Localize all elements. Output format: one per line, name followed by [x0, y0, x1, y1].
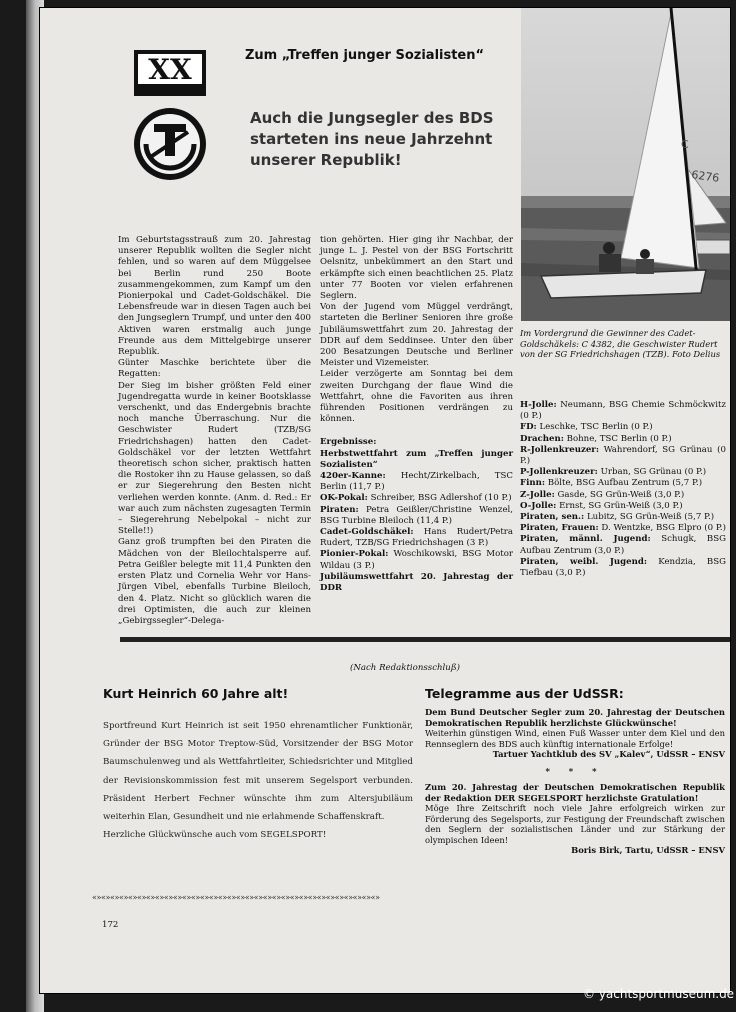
result-entry [520, 490, 726, 501]
result-text: Lubitz, SG Grün-Weiß (5,7 P.) [586, 512, 715, 523]
late-news-note: (Nach Redaktionsschluß) [350, 663, 460, 673]
kurt-body: Sportfreund Kurt Heinrich ist seit 1950 ehrenamtlicher Funktionär, Gründer der BSG Motor Treptow-Süd, Vorsitzender der BSG Motor Baumschulenweg und als Wettfahrtleiter, Schiedsrichter und Mitglied der Revisionskommission fest mit unserem Segelsport verbunden. Präsident Herbert Fechner wünschte ihm zum Altersjubiläum weiterhin Elan, Gesundheit und nie erlahmende Schaffenskraft. [103, 721, 413, 823]
result-entry [320, 527, 513, 549]
telegrams-block [425, 707, 725, 856]
result-text: Kendzia, BSG Tiefbau (3,0 P.) [520, 556, 726, 579]
result-entry [520, 422, 726, 433]
paragraph: Günter Maschke berichtete über die Regatten: [118, 358, 311, 380]
result-label: Piraten, Frauen: [520, 523, 599, 534]
result-entry [320, 449, 513, 471]
result-entry [520, 400, 726, 422]
result-text: Schreiber, BSG Adlershof (10 P.) [370, 493, 512, 504]
result-label: R-Jollenkreuzer: [520, 444, 599, 455]
result-label: H-Jolle: [520, 400, 557, 410]
result-text: Leschke, TSC Berlin (0 P.) [539, 422, 653, 433]
result-text: Schugk, BSG Aufbau Zentrum (3,0 P.) [520, 534, 726, 556]
result-label: Piraten, männl. Jugend: [520, 534, 651, 545]
result-entry [520, 523, 726, 534]
result-label: Jubiläumswettfahrt 20. Jahrestag der DDR [320, 571, 513, 594]
page-number: 172 [102, 920, 119, 930]
result-label: Piraten, sen.: [520, 512, 585, 523]
kurt-article [103, 717, 413, 844]
result-text: Neumann, BSG Chemie Schmöckwitz (0 P.) [520, 400, 726, 422]
article-headline: Auch die Jungsegler des BDS starteten ins neue Jahrzehnt unserer Republik! [250, 109, 494, 169]
result-text: Petra Geißler/Christine Wenzel, BSG Turbine Bleiloch (11,4 P.) [320, 504, 514, 526]
result-label: Piraten: [320, 504, 359, 515]
telegram-2-body: Möge Ihre Zeitschrift noch viele Jahre erfolgreich wirken zur Förderung des Segelsports, zur Festigung der Freundschaft zwischen den Seglern der sozialistischen Länder und zur Stärkung der olympischen Ideen! [425, 803, 725, 845]
result-label: Finn: [520, 478, 546, 489]
result-text: Bölte, BSG Aufbau Zentrum (5,7 P.) [547, 478, 703, 489]
result-text: Hans Rudert/Petra Rudert, TZB/SG Friedrichshagen (3 P.) [320, 527, 514, 549]
result-label: FD: [520, 422, 537, 433]
telegram-1-body: Weiterhin günstigen Wind, einen Fuß Wasser unter dem Kiel und den Rennseglern des BDS auch künftig internationale Erfolge! [425, 728, 725, 749]
article-column-1 [118, 235, 311, 627]
result-text: Ernst, SG Grün-Weiß (3,0 P.) [559, 500, 683, 511]
paragraph: Der Sieg im bisher größten Feld einer Jugendregatta wurde in keiner Bootsklasse verschenkt, und das Endergebnis brachte noch manche Überraschung. Nur die Geschwister Rudert (TZB/SG Friedrichshagen) hatten den Cadet-Goldschäkel vor der letzten Wettfahrt theoretisch schon sicher, praktisch hatten die Rostoker ihn zu Hause gelassen, so daß er zur Siegerehrung den Besten nicht verliehen werden konnte. (Anm. d. Red.: Er war auch zum nächsten zugesagten Termin – Siegerehrung Nebelpokal – nicht zur Stelle!!) [118, 380, 311, 537]
sail-number-back: 6276 [690, 168, 721, 185]
event-title: Zum „Treffen junger Sozialisten“ [245, 48, 485, 63]
gdr-emblem-logo [132, 48, 208, 186]
result-label: Z-Jolle: [520, 489, 555, 500]
telegram-1-heading: Dem Bund Deutscher Segler zum 20. Jahrestag der Deutschen Demokratischen Republik herzlichste Glückwünsche! [425, 707, 725, 728]
paragraph: Von der Jugend vom Müggel verdrängt, starteten die Berliner Senioren ihre große Jubiläumswettfahrt zum 20. Jahrestag der DDR auf dem Seddinsee. Unter den über 200 Besatzungen Deutsche und Berliner Meister und Vizemeister. [320, 302, 513, 369]
kurt-heading: Kurt Heinrich 60 Jahre alt! [103, 686, 289, 701]
paragraph: tion gehörten. Hier ging ihr Nachbar, der junge L. J. Pestel von der BSG Fortschritt Oelsnitz, unbekümmert an den Start und erkämpfte sich einen beachtlichen 25. Platz unter 77 Booten vor vielen erfahrenen Seglern. [320, 235, 513, 302]
result-entry [320, 471, 513, 493]
result-label: Piraten, weibl. Jugend: [520, 556, 648, 567]
result-entry [520, 478, 726, 489]
result-entry [520, 534, 726, 556]
ornament-border: «»«»«»«»«»«»«»«»«»«»«»«»«»«»«»«»«»«»«»«»«»«»«»«»«»«»«»«»«»«»«»«» [92, 893, 380, 902]
result-text: Wahrendorf, SG Grünau (0 P.) [520, 444, 726, 467]
paragraph: Im Geburtstagsstrauß zum 20. Jahrestag unserer Republik wollten die Segler nicht fehlen, und so waren auf dem Müggelsee bei Berlin rund 250 Boote zusammengekommen, zum Kampf um den Pionierpokal und Cadet-Goldschäkel. Die Lebensfreude war in diesen Tagen auch bei den Jungseglern Trumpf, und unter den 400 Aktiven waren erstmalig auch junge Freunde aus dem Mittelgebirge unserer Republik. [118, 235, 311, 358]
result-entry [520, 434, 726, 445]
result-entry [520, 501, 726, 512]
result-entry [520, 445, 726, 467]
result-label: Herbstwettfahrt zum „Treffen junger Sozialisten“ [320, 448, 513, 470]
result-label: Cadet-Goldschäkel: [320, 527, 414, 538]
results-heading: Ergebnisse: [320, 437, 377, 448]
telegram-separator: * * * [545, 765, 605, 776]
result-entry [520, 512, 726, 523]
result-label: Pionier-Pokal: [320, 549, 389, 560]
magazine-page [40, 8, 730, 993]
result-text: Bohne, TSC Berlin (0 P.) [566, 433, 672, 444]
result-label: Drachen: [520, 433, 564, 444]
paragraph: Ganz groß trumpften bei den Piraten die Mädchen von der Bleilochtalsperre auf. Petra Geißler belegte mit 11,4 Punkten den ersten Platz und Cornelia Wehr vor Hans-Jürgen Vibel, ebenfalls Turbine Bleiloch, den 4. Platz. Nicht so glücklich waren die drei Optimisten, die auch zur kleinen „Gebirgssegler“-Delega- [118, 537, 311, 626]
result-entry [320, 549, 513, 571]
telegram-2-signature: Boris Birk, Tartu, UdSSR – ENSV [571, 845, 725, 855]
photo-caption: Im Vordergrund die Gewinner des Cadet-Goldschäkels: C 4382, die Geschwister Rudert von der SG Friedrichshagen (TZB). Foto Delius [520, 328, 721, 359]
result-entry [320, 572, 513, 594]
result-text: Urban, SG Grünau (0 P.) [600, 467, 707, 478]
result-entry [320, 493, 513, 504]
result-entry [320, 505, 513, 527]
copyright-credit: © yachtsportmuseum.de [583, 987, 735, 1001]
telegram-2-heading: Zum 20. Jahrestag der Deutschen Demokratischen Republik der Redaktion DER SEGELSPORT herzlichste Gratulation! [425, 782, 725, 803]
result-label: 420er-Kanne: [320, 471, 386, 482]
result-label: O-Jolle: [520, 500, 557, 511]
telegram-1-signature: Tartuer Yachtklub des SV „Kalev“, UdSSR – ENSV [492, 749, 725, 759]
article-column-3 [520, 400, 726, 579]
section-divider [120, 637, 730, 642]
kurt-closing: Herzliche Glückwünsche auch vom SEGELSPORT! [103, 830, 327, 841]
sailing-photo [521, 8, 730, 321]
result-text: Woschikowski, BSG Motor Wildau (3 P.) [320, 549, 513, 571]
result-entry [520, 467, 726, 478]
result-entry [520, 557, 726, 579]
result-text: Hecht/Zirkelbach, TSC Berlin (11,7 P.) [320, 471, 514, 493]
article-column-2 [320, 235, 513, 594]
result-label: OK-Pokal: [320, 493, 368, 504]
result-label: P-Jollenkreuzer: [520, 467, 598, 478]
logo-xx-text: XX [148, 53, 192, 86]
result-text: D. Wentzke, BSG Elpro (0 P.) [601, 523, 726, 534]
result-text: Gasde, SG Grün-Weiß (3,0 P.) [557, 489, 685, 500]
paragraph: Leider verzögerte am Sonntag bei dem zweiten Durchgang der flaue Wind die Wettfahrt, ohne die Favoriten aus ihren führenden Positionen verdrängen zu können. [320, 369, 513, 425]
telegrams-heading: Telegramme aus der UdSSR: [425, 686, 624, 701]
sail-letter: C [681, 138, 689, 151]
